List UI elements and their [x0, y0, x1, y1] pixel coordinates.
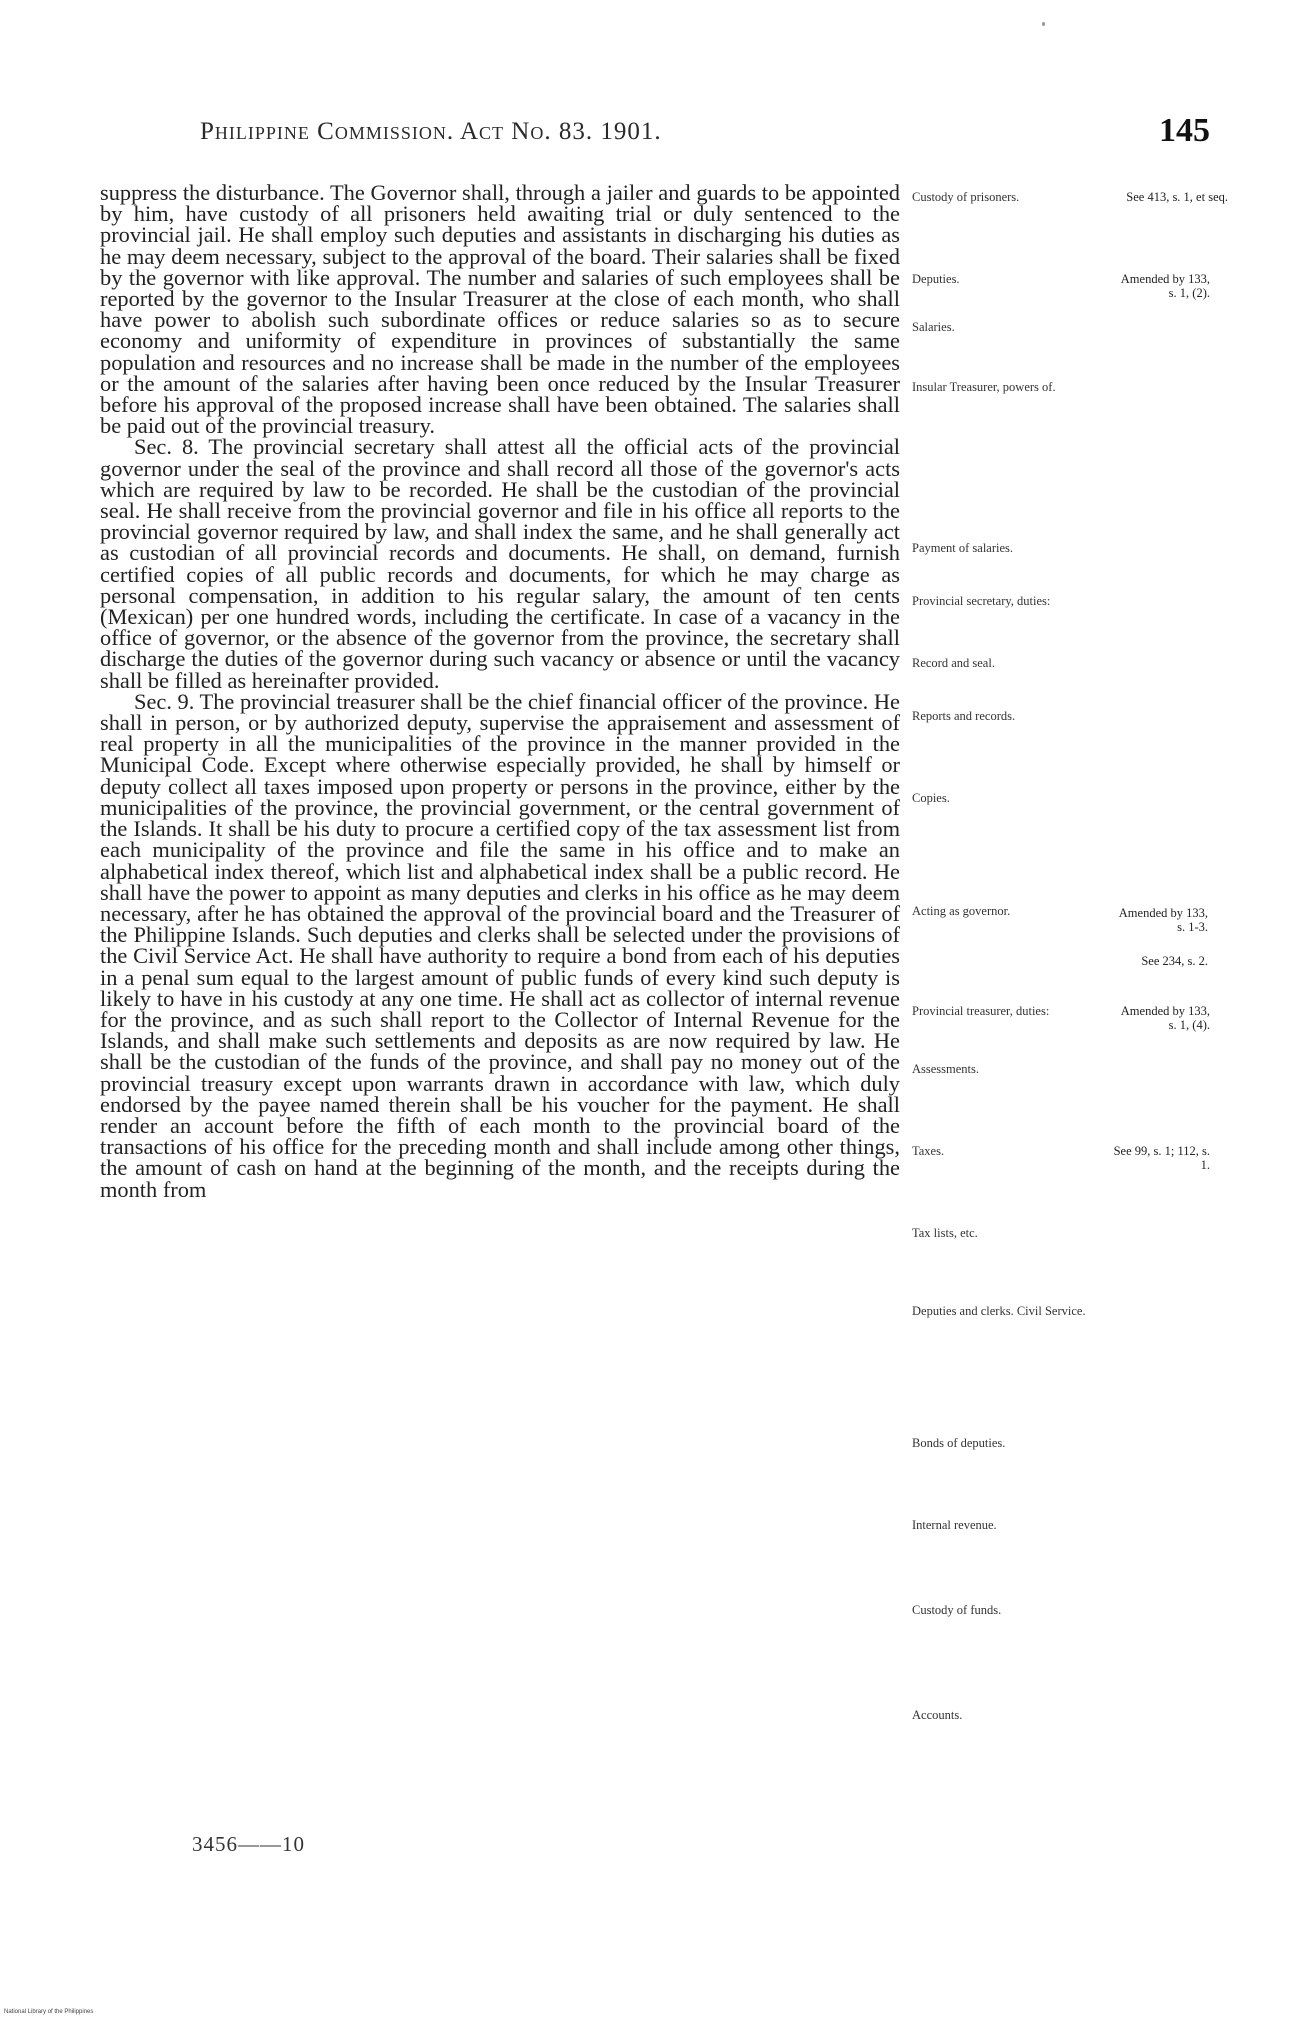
body-text: [100, 182, 900, 1200]
side-note-provincial-secretary: Provincial secretary, duties:: [912, 594, 1051, 608]
footer-credit: National Library of the Philippines: [4, 2009, 94, 2015]
side-note-assessments: Assessments.: [912, 1062, 980, 1076]
side-note-payment-of-salaries: Payment of salaries.: [912, 541, 1014, 555]
running-head: [150, 112, 1210, 152]
page-number: 145: [1159, 112, 1210, 149]
paragraph-sec-8: Sec. 8. The provincial secretary shall attest all the official acts of the provincial governor under the seal of the province and shall record all those of the governor's acts which are required by law to be recorded. He shall be the custodian of the provincial seal. He shall receive from the provincial governor and file in his office all reports to the provincial governor required by law, and shall index the same, and he shall generally act as custodian of all provincial records and documents. He shall, on demand, furnish certified copies of all public records and documents, for which he may charge as personal compensation, in addition to his regular salary, the amount of ten cents (Mexican) per one hundred words, including the certificate. In case of a vacancy in the office of governor, or the absence of the governor from the province, the secretary shall discharge the duties of the governor during such vacancy or absence or until the vacancy shall be filled as hereinafter provided.: [100, 434, 900, 693]
side-note-acting-as-governor: Acting as governor.: [912, 904, 1011, 918]
margin-ref-see-99: See 99, s. 1; 112, s. 1.: [1113, 1144, 1210, 1172]
side-note-provincial-treasurer: Provincial treasurer, duties:: [912, 1004, 1050, 1018]
side-note-record-and-seal: Record and seal.: [912, 656, 995, 670]
paragraph-sec-9: Sec. 9. The provincial treasurer shall be the chief financial officer of the province. He shall in person, or by authorized deputy, supervise the appraisement and assessment of real property in all the municipalities of the province in the manner provided in the Municipal Code. Except where otherwise especially provided, he shall by himself or deputy collect all taxes imposed upon property or persons in the province, either by the municipalities of the province, the provincial government, or the central government of the Islands. It shall be his duty to procure a certified copy of the tax assessment list from each municipality of the province and file the same in his office and to make an alphabetical index thereof, which list and alphabetical index shall be a public record. He shall have the power to appoint as many deputies and clerks in his office as he may deem necessary, after he has obtained the approval of the provincial board and the Treasurer of the Philippine Islands. Such deputies and clerks shall be selected under the provisions of the Civil Service Act. He shall have authority to require a bond from each of his deputies in a penal sum equal to the largest amount of public funds of every kind such deputy is likely to have in his custody at any one time. He shall act as collector of internal revenue for the province, and as such shall report to the Collector of Internal Revenue for the Islands, and shall make such settlements and deposits as are now required by law. He shall be the custodian of the funds of the province, and shall pay no money out of the provincial treasury except upon warrants drawn in accordance with law, which duly endorsed by the payee named therein shall be his voucher for the payment. He shall render an account before the fifth of each month to the provincial board of the transactions of his office for the preceding month and shall include among other things, the amount of cash on hand at the beginning of the month, and the receipts during the month from: [100, 688, 900, 1202]
side-note-deputies: Deputies.: [912, 272, 960, 286]
margin-ref-amended-133-2: Amended by 133, s. 1, (2).: [1120, 272, 1210, 300]
side-note-salaries: Salaries.: [912, 320, 955, 334]
side-note-deputies-and-clerks: Deputies and clerks. Civil Service.: [912, 1304, 1086, 1318]
side-note-custody-of-funds: Custody of funds.: [912, 1603, 1002, 1617]
side-note-copies: Copies.: [912, 791, 950, 805]
paper-speck: [1042, 22, 1045, 26]
side-note-internal-revenue: Internal revenue.: [912, 1518, 997, 1532]
signature-mark: 3456——10: [192, 1832, 305, 1856]
running-head-title: Philippine Commission. Act No. 83. 1901.: [200, 118, 662, 145]
margin-ref-amended-133-4: Amended by 133, s. 1, (4).: [1120, 1004, 1210, 1032]
margin-ref-see-413: See 413, s. 1, et seq.: [1126, 190, 1228, 204]
side-note-tax-lists: Tax lists, etc.: [912, 1226, 978, 1240]
side-note-reports-and-records: Reports and records.: [912, 709, 1016, 723]
side-note-taxes: Taxes.: [912, 1144, 945, 1158]
side-note-insular-treasurer: Insular Treasurer, powers of.: [912, 380, 1056, 394]
margin-ref-amended-133-1-3: Amended by 133, s. 1-3.: [1118, 906, 1208, 934]
side-note-accounts: Accounts.: [912, 1708, 963, 1722]
side-note-custody-of-prisoners: Custody of prisoners.: [912, 190, 1020, 204]
side-note-bonds-of-deputies: Bonds of deputies.: [912, 1436, 1006, 1450]
margin-ref-see-234: See 234, s. 2.: [1141, 954, 1208, 968]
paragraph-governor-duties: suppress the disturbance. The Governor shall, through a jailer and guards to be appointed by him, have custody of all prisoners held awaiting trial or duly sentenced to the provincial jail. He shall employ such deputies and assistants in discharging his duties as he may deem necessary, subject to the approval of the board. Their salaries shall be fixed by the governor with like approval. The number and salaries of such employees shall be reported by the governor to the Insular Treasurer at the close of each month, who shall have power to abolish such subordinate offices or reduce salaries so as to secure economy and uniformity of expenditure in provinces of substantially the same population and resources and no increase shall be made in the number of the employees or the amount of the salaries after having been once reduced by the Insular Treasurer before his approval of the proposed increase shall have been obtained. The salaries shall be paid out of the provincial treasury.: [100, 180, 900, 439]
